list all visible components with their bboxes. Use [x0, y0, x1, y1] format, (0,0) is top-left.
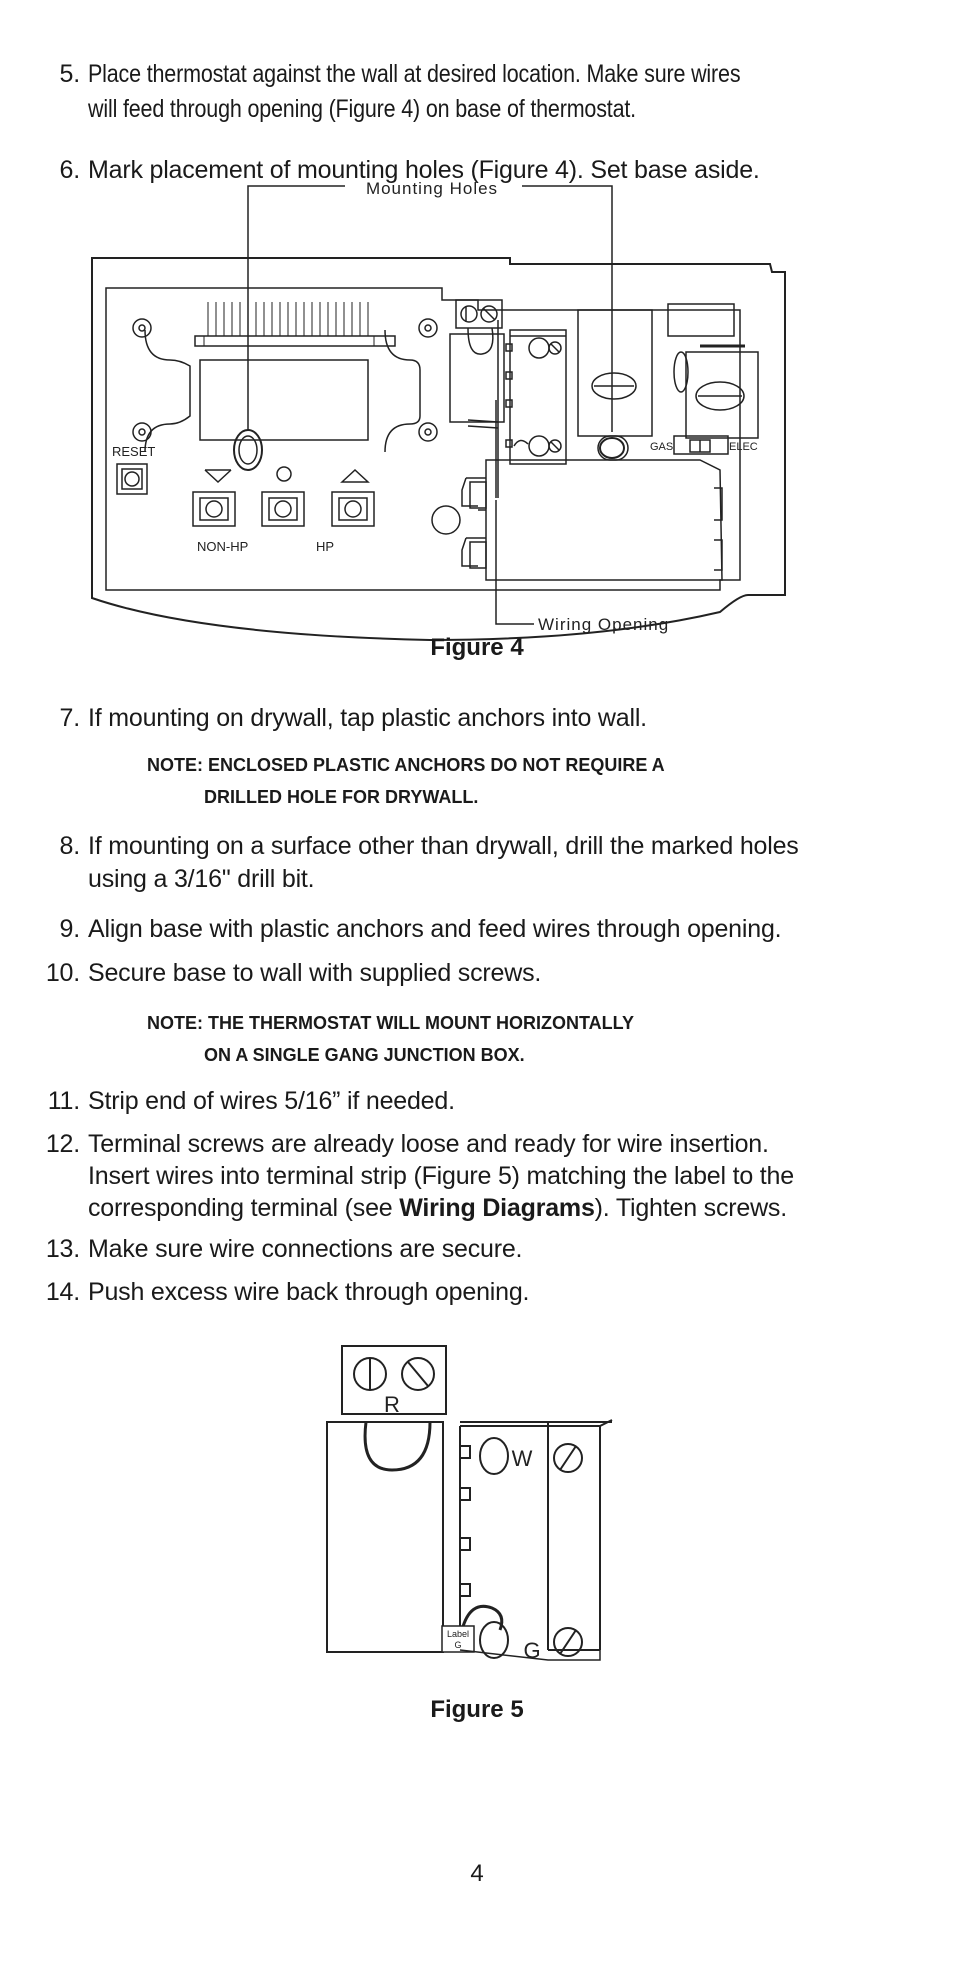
page-number: 4 — [470, 1860, 484, 1887]
note-line: ON A SINGLE GANG JUNCTION BOX. — [204, 1045, 525, 1065]
step-text-line: using a 3/16" drill bit. — [88, 865, 315, 893]
step-text-line: Secure base to wall with supplied screws. — [88, 959, 542, 987]
svg-text:Label: Label — [446, 1629, 470, 1639]
step-text-line: will feed through opening (Figure 4) on base of thermostat. — [88, 95, 636, 123]
wiring-diagrams-reference: Wiring Diagrams — [399, 1194, 595, 1222]
step-number: 5. — [59, 60, 80, 88]
step-number: 7. — [59, 704, 80, 732]
note-line: NOTE: THE THERMOSTAT WILL MOUNT HORIZONTALLY — [147, 1013, 634, 1033]
step-number: 13. — [45, 1235, 80, 1263]
figure-4-caption: Figure 4 — [430, 634, 524, 661]
note-line: DRILLED HOLE FOR DRYWALL. — [204, 787, 479, 807]
step-text-line: Place thermostat against the wall at desired location. Make sure wires — [88, 60, 741, 88]
mounting-holes-callout — [248, 186, 612, 432]
note-junction-box — [147, 1008, 634, 1070]
step-number: 10. — [45, 959, 80, 987]
step-text-line: Mark placement of mounting holes (Figure 4). Set base aside. — [88, 156, 760, 184]
wiring-opening-label: Wiring Opening — [538, 615, 670, 634]
elec-label: ELEC — [729, 441, 758, 453]
step-text-line: Make sure wire connections are secure. — [88, 1235, 523, 1263]
step-text-line: Align base with plastic anchors and feed wires through opening. — [88, 915, 782, 943]
hp-label: HP — [316, 539, 335, 554]
svg-text:G: G — [454, 1640, 462, 1650]
note-drywall — [147, 750, 665, 812]
step-number: 9. — [59, 915, 80, 943]
reset-label: RESET — [112, 444, 156, 459]
figure-4-thermostat-base — [0, 179, 954, 640]
terminal-g-label: G — [523, 1638, 541, 1663]
gas-label: GAS — [650, 441, 674, 453]
step-number: 6. — [59, 156, 80, 184]
terminal-w-label: W — [511, 1446, 533, 1471]
step-text-line: Insert wires into terminal strip (Figure 5) matching the label to the — [88, 1162, 794, 1190]
step-text-line: Push excess wire back through opening. — [88, 1278, 530, 1306]
figure-5-terminal-strip — [0, 1340, 954, 1700]
step-text-line: If mounting on drywall, tap plastic anchors into wall. — [88, 704, 647, 732]
step-number: 11. — [47, 1087, 80, 1115]
step-number: 12. — [45, 1130, 80, 1158]
step-text-line: Terminal screws are already loose and ready for wire insertion. — [88, 1130, 769, 1158]
figure-5-caption: Figure 5 — [430, 1696, 524, 1723]
note-line: NOTE: ENCLOSED PLASTIC ANCHORS DO NOT REQUIRE A — [147, 755, 665, 775]
non-hp-label: NON-HP — [197, 539, 249, 554]
step-text-line: If mounting on a surface other than drywall, drill the marked holes — [88, 832, 799, 860]
step-number: 14. — [45, 1278, 80, 1306]
step-text-line: Strip end of wires 5/16” if needed. — [88, 1087, 455, 1115]
step-text-line: corresponding terminal (see Wiring Diagrams). Tighten screws. — [88, 1194, 787, 1222]
terminal-r-label: R — [384, 1392, 400, 1417]
step-number: 8. — [59, 832, 80, 860]
mounting-holes-label: Mounting Holes — [365, 179, 499, 198]
